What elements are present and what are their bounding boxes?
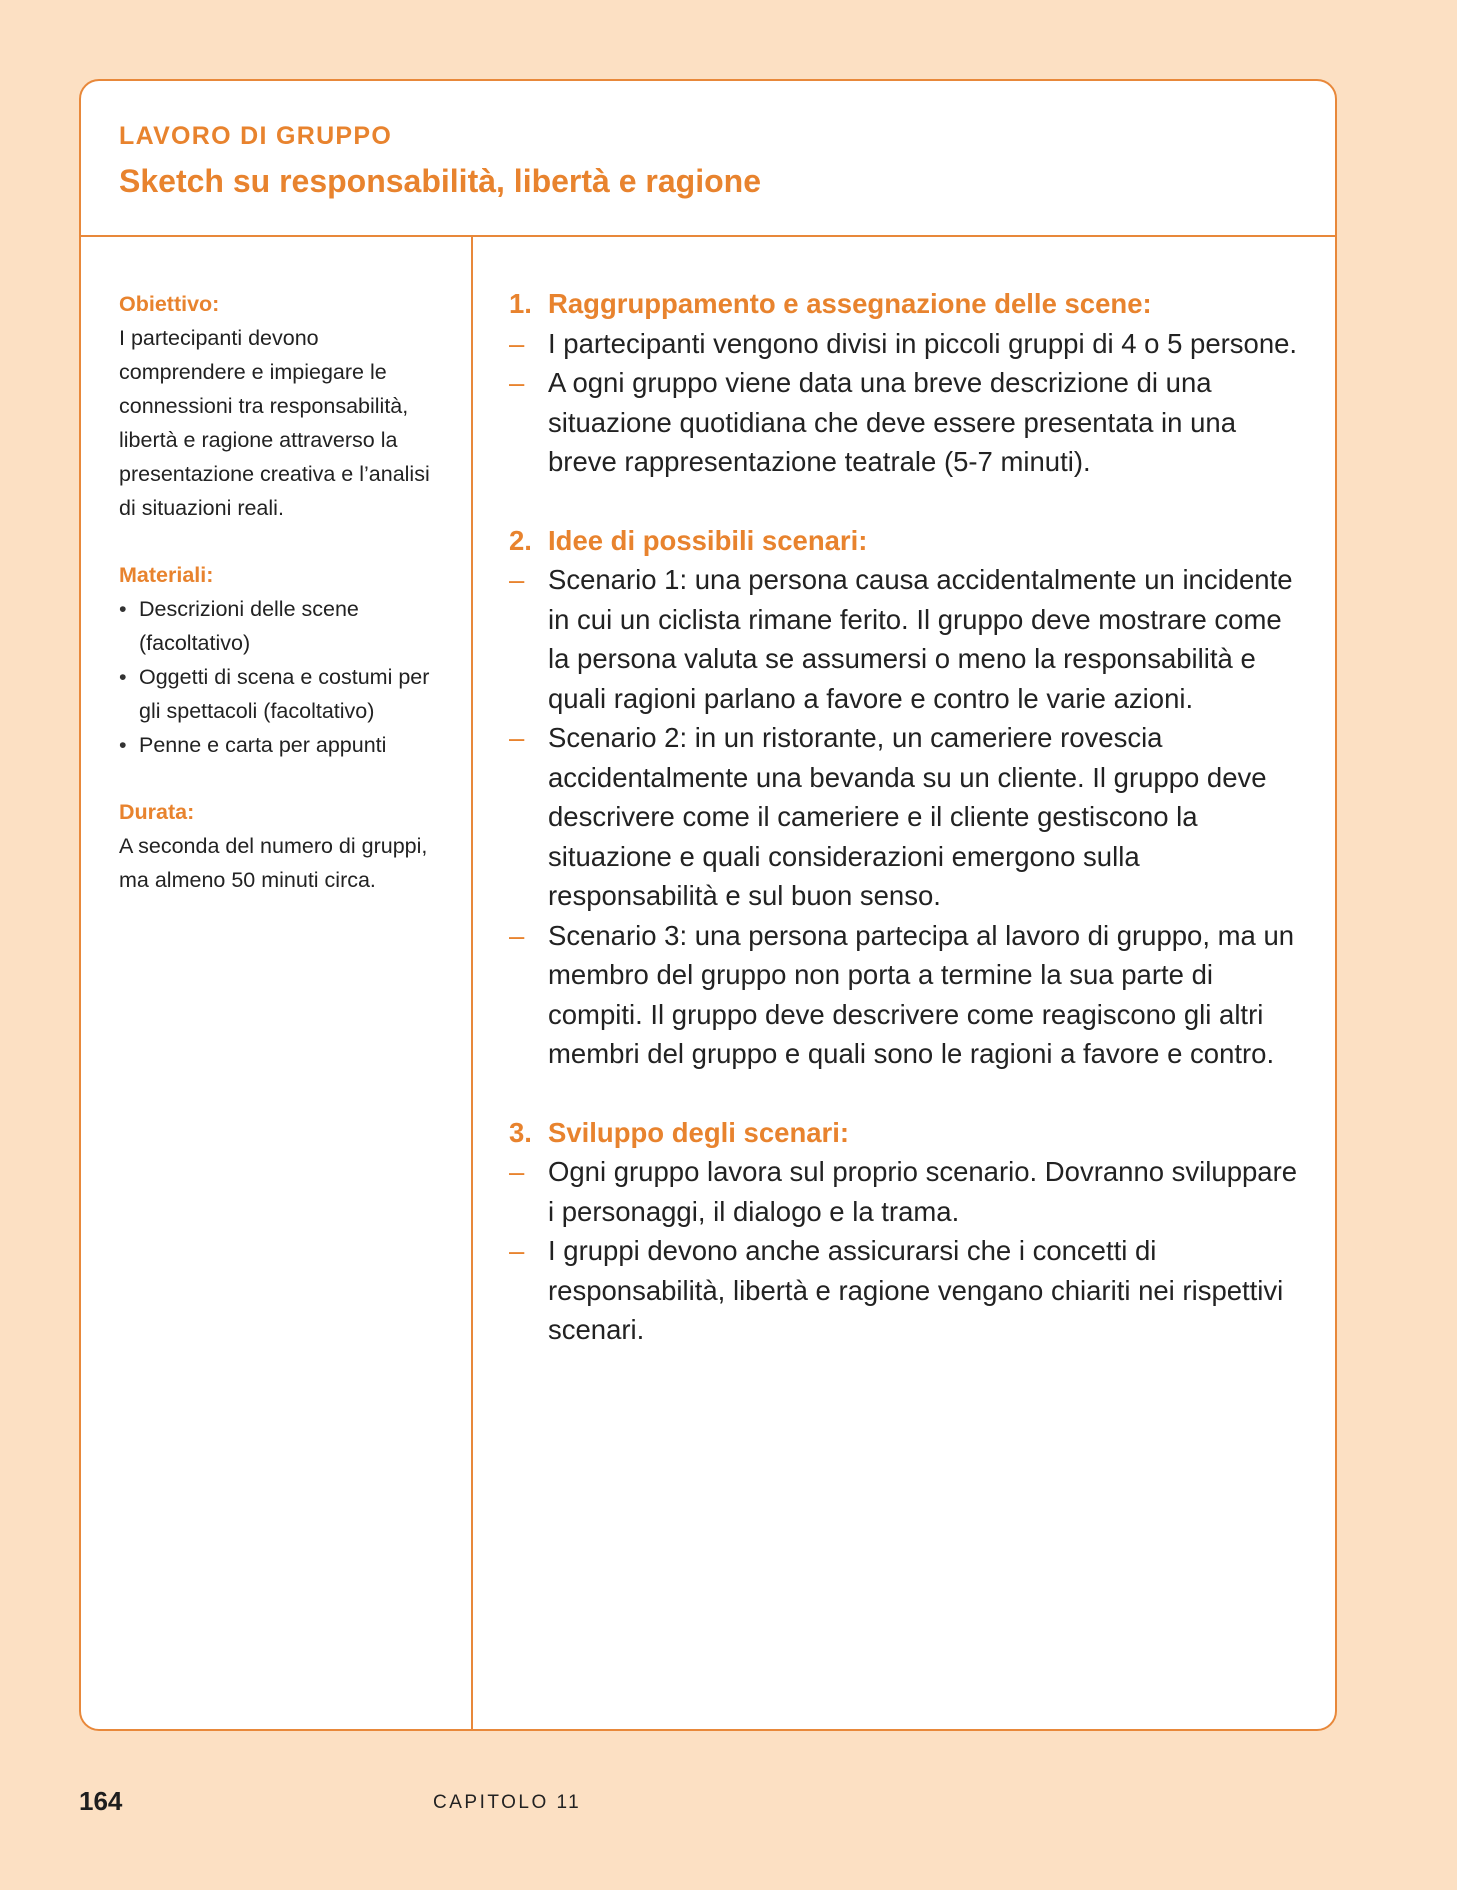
section-title: Idee di possibili scenari:: [548, 524, 868, 556]
duration-block: [119, 795, 449, 897]
activity-card: [79, 79, 1337, 1731]
dash-icon: –: [509, 327, 525, 359]
list-item: [509, 916, 1309, 1074]
materials-list: [119, 592, 449, 762]
list-item: [509, 1231, 1309, 1350]
section-number: 3.: [509, 1116, 532, 1148]
bullet-icon: •: [119, 733, 127, 757]
section-title: Sviluppo degli scenari:: [548, 1116, 850, 1148]
list-item-text: Descrizioni delle scene (facoltativo): [139, 597, 359, 655]
list-item: [509, 363, 1309, 482]
bullet-icon: •: [119, 597, 127, 621]
section-heading: [509, 284, 1309, 324]
list-item: [509, 560, 1309, 718]
section-number: 1.: [509, 288, 532, 319]
bullet-icon: •: [119, 665, 127, 689]
list-item-text: Scenario 1: una persona causa accidentalmente un incidente in cui un ciclista rimane ferito. Il gruppo deve mostrare come la persona valuta se assumersi o meno la responsabilità e quali ragioni parlano a favore e contro le varie azioni.: [548, 564, 1293, 714]
kicker: LAVORO DI GRUPPO: [119, 122, 393, 150]
dash-icon: –: [509, 1235, 525, 1266]
list-item-text: Penne e carta per appunti: [139, 733, 387, 757]
section-heading: [509, 521, 1309, 561]
list-item-text: Oggetti di scena e costumi per gli spettacoli (facoltativo): [139, 665, 430, 723]
column-divider: [471, 237, 473, 1729]
list-item-text: Scenario 2: in un ristorante, un cameriere rovescia accidentalmente una bevanda su un cliente. Il gruppo deve descrivere come il cameriere e il cliente gestiscono la situazione e quali considerazioni emergono sulla responsabilità e sul buon senso.: [548, 722, 1267, 911]
duration-text: A seconda del numero di gruppi, ma almeno 50 minuti circa.: [119, 834, 428, 892]
card-header: [81, 81, 1335, 237]
list-item: [509, 718, 1309, 916]
section-heading: [509, 1113, 1309, 1153]
dash-icon: –: [509, 367, 525, 398]
objective-block: [119, 287, 449, 525]
main-content: [509, 284, 1309, 1389]
dash-icon: –: [509, 722, 525, 753]
section-title: Raggruppamento e assegnazione delle scene:: [548, 288, 1152, 319]
list-item-text: A ogni gruppo viene data una breve descrizione di una situazione quotidiana che deve essere presentata in una breve rappresentazione teatrale (5-7 minuti).: [548, 367, 1236, 477]
objective-text: I partecipanti devono comprendere e impiegare le connessioni tra responsabilità, libertà e ragione attraverso la presentazione creativa e l’analisi di situazioni reali.: [119, 326, 430, 520]
page-number: 164: [79, 1786, 123, 1816]
chapter-label: CAPITOLO 11: [433, 1792, 582, 1813]
section-development: [509, 1113, 1309, 1350]
duration-label: Durata:: [119, 800, 195, 824]
dash-icon: –: [509, 1156, 525, 1187]
dash-icon: –: [509, 564, 525, 595]
materials-block: [119, 558, 449, 762]
list-item-text: I partecipanti vengono divisi in piccoli gruppi di 4 o 5 persone.: [548, 327, 1298, 359]
list-item: [509, 1152, 1309, 1231]
list-item: [119, 592, 449, 660]
section-scenarios: [509, 521, 1309, 1074]
list-item-text: Scenario 3: una persona partecipa al lavoro di gruppo, ma un membro del gruppo non porta a termine la sua parte di compiti. Il gruppo deve descrivere come reagiscono gli altri membri del gruppo e quali sono le ragioni a favore e contro.: [548, 919, 1295, 1069]
materials-label: Materiali:: [119, 563, 214, 587]
list-item-text: Ogni gruppo lavora sul proprio scenario. Dovranno sviluppare i personaggi, il dialogo e la trama.: [548, 1156, 1298, 1227]
list-item: [119, 660, 449, 728]
list-item: [509, 324, 1309, 364]
objective-label: Obiettivo:: [119, 292, 220, 316]
dash-icon: –: [509, 919, 525, 951]
list-item: [119, 728, 449, 762]
sidebar: [119, 287, 449, 930]
list-item-text: I gruppi devono anche assicurarsi che i concetti di responsabilità, libertà e ragione vengano chiariti nei rispettivi scenari.: [548, 1235, 1284, 1345]
section-grouping: [509, 284, 1309, 482]
page-title: Sketch su responsabilità, libertà e ragione: [119, 163, 761, 199]
section-number: 2.: [509, 524, 532, 556]
